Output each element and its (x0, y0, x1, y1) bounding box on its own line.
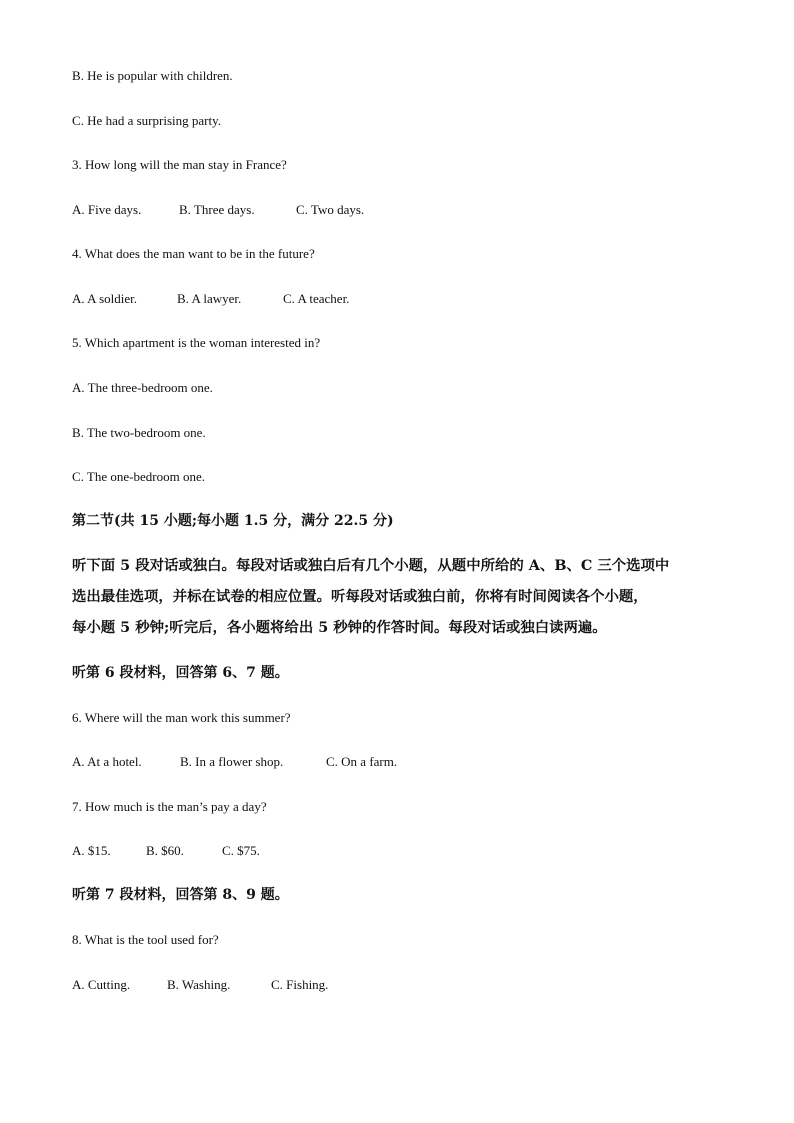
q5-option-c: C. The one-bedroom one. (72, 469, 205, 484)
q6-question: 6. Where will the man work this summer? (72, 710, 291, 725)
instructions-line-3: 每小题 5 秒钟;听完后，各小题将给出 5 秒钟的作答时间。每段对话或独白读两遍。 (72, 619, 607, 636)
q3-question: 3. How long will the man stay in France? (72, 157, 287, 172)
q6-option-c: C. On a farm. (326, 754, 398, 769)
q7-option-c: C. $75. (222, 843, 260, 858)
q6-option-b: B. In a flower shop. (180, 754, 284, 769)
section2-instructions (72, 550, 726, 643)
q8-option-c: C. Fishing. (271, 977, 329, 992)
q3-option-b: B. Three days. (179, 202, 255, 217)
q7-question: 7. How much is the man’s pay a day? (72, 799, 267, 814)
q2-option-c: C. He had a surprising party. (72, 113, 221, 128)
q6-option-a: A. At a hotel. (72, 754, 142, 769)
q3-options (72, 202, 364, 218)
q5-option-a: A. The three-bedroom one. (72, 380, 213, 395)
q5-option-b: B. The two-bedroom one. (72, 425, 206, 440)
q4-question: 4. What does the man want to be in the future? (72, 246, 315, 261)
q4-options (72, 291, 349, 307)
q4-option-a: A. A soldier. (72, 291, 138, 306)
q4-option-b: B. A lawyer. (177, 291, 242, 306)
q7-options (72, 843, 260, 859)
instructions-line-2: 选出最佳选项，并标在试卷的相应位置。听每段对话或独白前，你将有时间阅读各个小题， (72, 588, 648, 605)
instructions-line-1: 听下面 5 段对话或独白。每段对话或独白后有几个小题，从题中所给的 A、B、C 三个选项中 (72, 557, 670, 574)
q8-option-a: A. Cutting. (72, 977, 131, 992)
q4-option-c: C. A teacher. (283, 291, 350, 306)
q7-option-b: B. $60. (146, 843, 184, 858)
q3-option-a: A. Five days. (72, 202, 142, 217)
section2-heading: 第二节(共 15 小题;每小题 1.5 分，满分 22.5 分) (72, 513, 394, 529)
passage7-heading: 听第 7 段材料，回答第 8、9 题。 (72, 887, 289, 903)
q7-option-a: A. $15. (72, 843, 111, 858)
q8-options (72, 977, 328, 993)
passage6-heading: 听第 6 段材料，回答第 6、7 题。 (72, 665, 289, 681)
q6-options (72, 754, 397, 770)
q2-option-b: B. He is popular with children. (72, 68, 233, 83)
q8-option-b: B. Washing. (167, 977, 231, 992)
q5-question: 5. Which apartment is the woman interested in? (72, 335, 321, 350)
q3-option-c: C. Two days. (296, 202, 365, 217)
q8-question: 8. What is the tool used for? (72, 932, 219, 947)
